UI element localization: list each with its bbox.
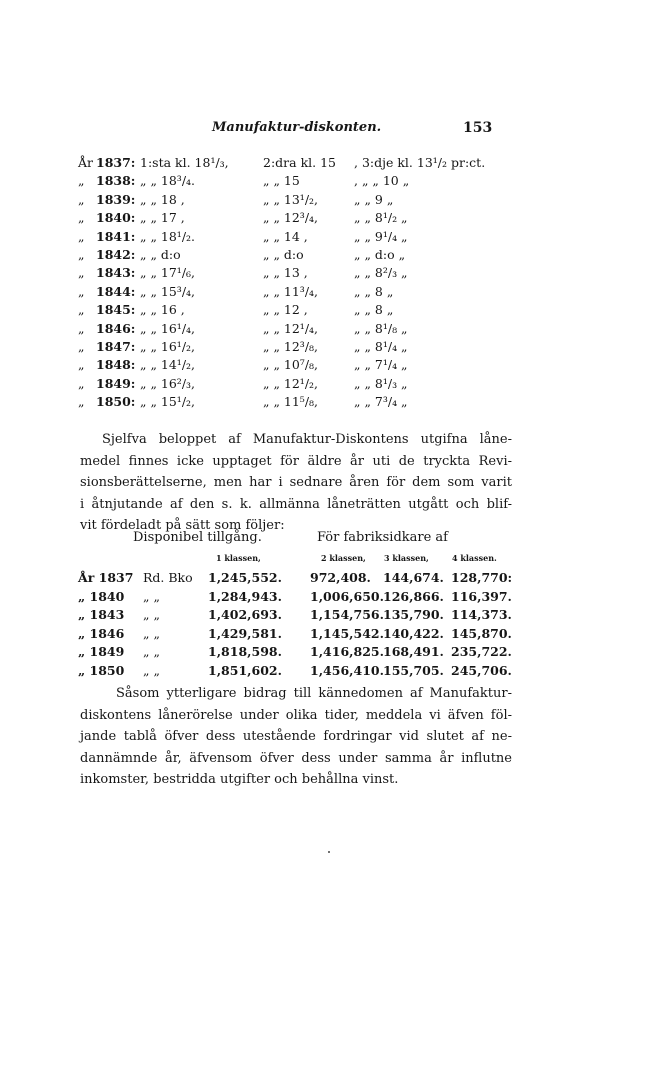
table-cell-amount: 235,722. <box>451 644 512 660</box>
rate-row-prefix: „ <box>78 265 85 281</box>
rate-row-year: 1845: <box>96 302 136 318</box>
column-header-class-3: 3 klassen, <box>384 553 429 563</box>
rate-row-class-value: „ „ 8¹/₃ „ <box>354 375 408 391</box>
rate-row-prefix: „ <box>78 173 85 189</box>
rate-row-class-value: „ „ 12 , <box>263 302 308 318</box>
rate-row-class-value: „ „ 8 „ <box>354 283 394 299</box>
table-cell-currency: „ „ <box>143 588 160 604</box>
rate-row-class-value: „ „ 8²/₃ „ <box>354 265 408 281</box>
rate-row-class-value: „ „ 13¹/₂, <box>263 191 319 207</box>
rate-row-prefix: „ <box>78 228 85 244</box>
rate-row-class-value: „ „ 9 „ <box>354 191 394 207</box>
rate-row-class-value: „ „ 18 , <box>140 191 185 207</box>
paragraph-line: diskontens lånerörelse under olika tider, meddela vi äfven föl- <box>80 707 512 723</box>
rate-row-year: 1850: <box>96 394 136 410</box>
rate-row-year: 1843: <box>96 265 136 281</box>
paragraph-line: inkomster, bestridda utgifter och behållna vinst. <box>80 772 399 788</box>
rate-row-class-value: „ „ 16²/₃, <box>140 375 196 391</box>
running-title: Manufaktur-diskonten. <box>212 120 382 135</box>
table-cell-amount: 245,706. <box>451 663 512 678</box>
rate-row-class-value: „ „ 18¹/₂. <box>140 228 196 244</box>
rate-row-year: 1839: <box>96 191 136 207</box>
rate-row-class-value: „ „ 7¹/₄ „ <box>354 357 408 373</box>
rate-row-class-value: „ „ 15¹/₂, <box>140 394 196 410</box>
table-cell-amount: 1,006,650. <box>310 588 384 604</box>
rate-row-class-value: „ „ 8 „ <box>354 302 394 318</box>
table-cell-amount: 972,408. <box>310 570 371 585</box>
table-cell-year: „ 1840 <box>78 588 125 604</box>
rate-row-prefix: „ <box>78 320 85 336</box>
table-cell-amount: 1,416,825. <box>310 644 384 660</box>
table-cell-amount: 1,429,581. <box>208 625 282 641</box>
rate-row-year: 1848: <box>96 357 136 373</box>
table-cell-amount: 1,818,598. <box>208 644 282 660</box>
rate-row-prefix: „ <box>78 357 85 373</box>
table-header-available: Disponibel tillgång. <box>133 530 262 545</box>
table-cell-amount: 1,851,602. <box>208 663 282 678</box>
table-cell-currency: „ „ <box>143 607 160 623</box>
rate-row-class-value: „ „ 16¹/₄, <box>140 320 196 336</box>
table-cell-amount: 168,491. <box>383 644 444 660</box>
rate-row-prefix: „ <box>78 339 85 354</box>
table-cell-year: „ 1843 <box>78 607 125 623</box>
rate-row-class-value: „ „ 14 , <box>263 228 308 244</box>
rate-row-class-value: „ „ 8¹/₄ „ <box>354 339 408 354</box>
paragraph-line: i åtnjutande af den s. k. allmänna låneträtten utgått och blif- <box>80 496 512 512</box>
table-cell-amount: 1,245,552. <box>208 570 282 585</box>
column-header-class-2: 2 klassen, <box>321 553 366 563</box>
table-cell-year: „ 1850 <box>78 663 125 678</box>
table-cell-amount: 1,402,693. <box>208 607 282 623</box>
table-cell-currency: Rd. Bko <box>143 570 193 585</box>
table-cell-amount: 135,790. <box>383 607 444 623</box>
rate-row-year: 1846: <box>96 320 136 336</box>
table-cell-amount: 114,373. <box>451 607 512 623</box>
paragraph-line: jande tablå öfver dess utestående fordringar vid slutet af ne- <box>80 729 512 745</box>
rate-row-class-value: „ „ 16 , <box>140 302 185 318</box>
rate-row-class-value: „ „ 12¹/₂, <box>263 375 319 391</box>
table-cell-amount: 116,397. <box>451 588 512 604</box>
table-cell-amount: 145,870. <box>451 625 512 641</box>
rate-row-class-value: „ „ 11⁵/₈, <box>263 394 319 410</box>
rate-row-prefix: „ <box>78 375 85 391</box>
rate-row-class-value: „ „ 12³/₈, <box>263 339 319 354</box>
table-cell-year: År 1837 <box>78 570 134 585</box>
table-cell-amount: 1,284,943. <box>208 588 282 604</box>
rate-row-class-value: „ „ d:o <box>140 247 181 262</box>
table-cell-year: „ 1849 <box>78 644 125 660</box>
rate-row-year: 1837: <box>96 155 136 170</box>
rate-row-class-value: „ „ 12¹/₄, <box>263 320 319 336</box>
table-cell-amount: 144,674. <box>383 570 444 585</box>
page-number: 153 <box>463 120 493 136</box>
rate-row-year: 1842: <box>96 247 136 262</box>
rate-row-prefix: År <box>78 155 94 170</box>
table-cell-currency: „ „ <box>143 644 160 660</box>
rate-row-class-value: „ „ d:o <box>263 247 304 262</box>
rate-row-year: 1841: <box>96 228 136 244</box>
paragraph-further-contribution <box>80 683 512 791</box>
rate-row-year: 1847: <box>96 339 136 354</box>
rate-row-year: 1840: <box>96 210 136 226</box>
paragraph-line: medel finnes icke upptaget för äldre år uti de tryckta Revi- <box>80 453 512 469</box>
paragraph-line: Såsom ytterligare bidrag till kännedomen af Manufaktur- <box>116 686 512 701</box>
column-header-class-1: 1 klassen, <box>216 553 261 563</box>
rate-row-year: 1838: <box>96 173 136 189</box>
rate-row-prefix: „ <box>78 394 85 410</box>
rate-row-class-value: „ „ 17¹/₆, <box>140 265 196 281</box>
rate-row-class-value: „ „ 16¹/₂, <box>140 339 196 354</box>
table-cell-currency: „ „ <box>143 663 160 678</box>
rate-row-year: 1849: <box>96 375 136 391</box>
table-cell-currency: „ „ <box>143 625 160 641</box>
rate-row-class-value: 2:dra kl. 15 <box>263 155 336 170</box>
rate-row-class-value: „ „ 17 , <box>140 210 185 226</box>
rate-row-prefix: „ <box>78 210 85 226</box>
table-cell-amount: 1,145,542. <box>310 625 384 641</box>
column-header-class-4: 4 klassen. <box>452 553 497 563</box>
rate-row-class-value: „ „ 18³/₄. <box>140 173 196 189</box>
paragraph-line: Sjelfva beloppet af Manufaktur-Diskontens utgifna låne- <box>102 432 512 447</box>
rate-row-class-value: „ „ 15³/₄, <box>140 283 196 299</box>
table-cell-amount: 126,866. <box>383 588 444 604</box>
rate-row-class-value: „ „ 14¹/₂, <box>140 357 196 373</box>
rate-row-class-value: „ „ 15 <box>263 173 300 189</box>
print-speck <box>328 851 330 853</box>
table-cell-year: „ 1846 <box>78 625 125 641</box>
rate-row-class-value: „ „ 13 , <box>263 265 308 281</box>
table-cell-amount: 1,456,410. <box>310 663 384 678</box>
paragraph-line: dannämnde år, äfvensom öfver dess under samma år influtne <box>80 750 512 766</box>
rate-row-class-value: , „ „ 10 „ <box>354 173 410 189</box>
rate-row-class-value: „ „ 7³/₄ „ <box>354 394 408 410</box>
table-cell-amount: 140,422. <box>383 625 444 641</box>
rate-row-prefix: „ <box>78 283 85 299</box>
table-cell-amount: 128,770: <box>451 570 513 585</box>
rate-row-class-value: 1:sta kl. 18¹/₃, <box>140 155 229 170</box>
paragraph-line: sionsberättelserne, men har i sednare åren för dem som varit <box>80 475 512 491</box>
rate-row-prefix: „ <box>78 302 85 318</box>
table-cell-amount: 1,154,756. <box>310 607 384 623</box>
rate-row-prefix: „ <box>78 247 85 262</box>
rate-row-class-value: „ „ 11³/₄, <box>263 283 319 299</box>
rate-row-class-value: „ „ 8¹/₈ „ <box>354 320 408 336</box>
rate-row-prefix: „ <box>78 191 85 207</box>
rate-row-class-value: „ „ 9¹/₄ „ <box>354 228 408 244</box>
rate-row-class-value: „ „ 8¹/₂ „ <box>354 210 408 226</box>
rate-row-year: 1844: <box>96 283 136 299</box>
table-header-manufacturers: För fabriksidkare af <box>317 530 448 545</box>
rate-row-class-value: „ „ d:o „ <box>354 247 406 262</box>
rate-row-class-value: , 3:dje kl. 13¹/₂ pr:ct. <box>354 155 486 170</box>
rate-row-class-value: „ „ 12³/₄, <box>263 210 319 226</box>
paragraph-loan-funds <box>80 429 512 537</box>
paragraph-line: vit fördeladt på sätt som följer: <box>80 518 285 534</box>
table-cell-amount: 155,705. <box>383 663 444 678</box>
rate-row-class-value: „ „ 10⁷/₈, <box>263 357 319 373</box>
